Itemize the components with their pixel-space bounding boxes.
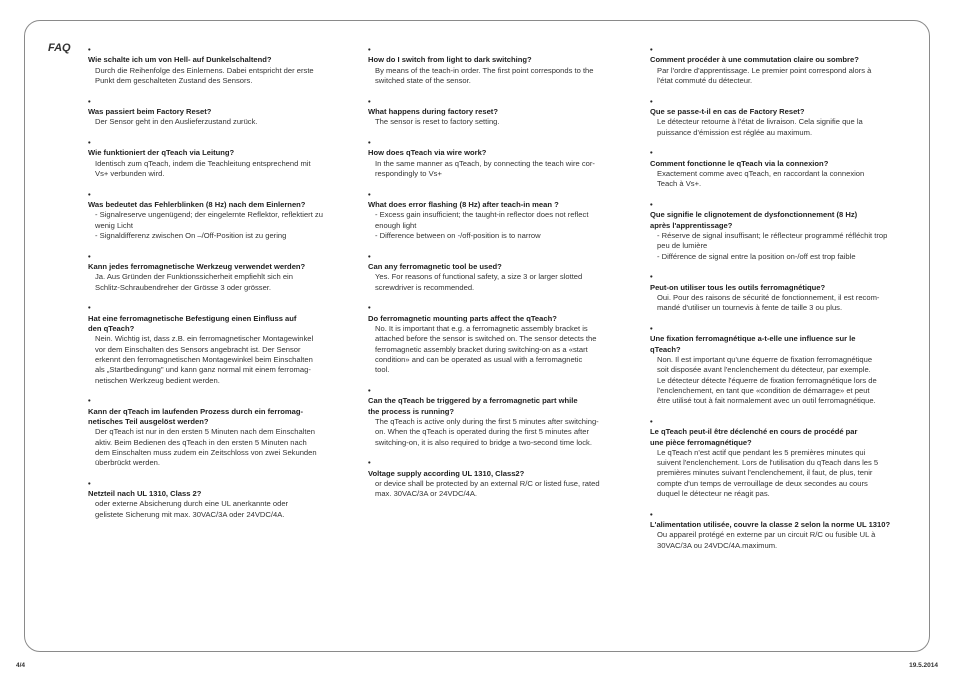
text-line: switching-on, it is also required to bridge a two-second time lock.: [375, 437, 592, 447]
faq-question: [368, 303, 630, 324]
faq-item: [88, 303, 350, 385]
text-line: respondingly to Vs+: [375, 168, 442, 178]
faq-answer: [650, 169, 920, 190]
faq-item: [88, 190, 350, 241]
text-line: oder externe Absicherung durch eine UL anerkannte oder: [95, 499, 289, 509]
faq-question: [650, 272, 920, 293]
text-line: • How does qTeach via wire work?: [368, 148, 487, 158]
text-line: In the same manner as qTeach, by connecting the teach wire cor-: [375, 158, 595, 168]
text-line: or device shall be protected by an external R/C or listed fuse, rated: [375, 478, 600, 488]
faq-answer: [650, 355, 920, 406]
faq-question: [368, 386, 630, 417]
text-line: être utilisé tout à fait normalement avec un outil ferromagnétique.: [657, 396, 876, 406]
text-line: vor dem Einschalten des Sensors angebracht ist. Der Sensor: [95, 344, 301, 354]
faq-question: [650, 324, 920, 355]
faq-column-german: [88, 45, 350, 531]
faq-item: [650, 200, 920, 262]
faq-item: [368, 45, 630, 86]
text-line: une pièce ferromagnétique?: [650, 437, 752, 447]
text-line: max. 30VAC/3A or 24VDC/4A.: [375, 489, 477, 499]
faq-answer: [368, 324, 630, 375]
text-line: • Peut-on utiliser tous les outils ferromagnétique?: [650, 282, 826, 292]
faq-question: [88, 396, 350, 427]
text-line: suivent l'enclenchement. Lors de l'utilisation du qTeach dans les 5: [657, 458, 879, 468]
text-line: - Difference between on -/off-position is to narrow: [375, 230, 541, 240]
faq-answer: [650, 448, 920, 499]
text-line: • L'alimentation utilisée, couvre la classe 2 selon la norme UL 1310?: [650, 520, 891, 530]
text-line: 30VAC/3A ou 24VDC/4A.maximum.: [657, 540, 778, 550]
text-line: on. When the qTeach is operated during the first 5 minutes after: [375, 427, 590, 437]
text-line: puissance d'émission est réglée au maximum.: [657, 127, 813, 137]
text-line: Punkt dem geschalteten Zustand des Sensors.: [95, 75, 253, 85]
faq-item: [650, 417, 920, 499]
text-line: No. It is important that e.g. a ferromagnetic assembly bracket is: [375, 324, 588, 334]
text-line: wenig Licht: [95, 220, 133, 230]
text-line: • Wie funktioniert der qTeach via Leitung?: [88, 148, 235, 158]
text-line: - Signaldifferenz zwischen On –/Off-Position ist zu gering: [95, 230, 287, 240]
faq-item: [368, 458, 630, 499]
faq-answer-list: [88, 210, 350, 241]
faq-question: [368, 458, 630, 479]
faq-answer: [88, 159, 350, 180]
faq-question: [88, 138, 350, 159]
text-line: • Voltage supply according UL 1310, Class2?: [368, 468, 525, 478]
text-line: • Wie schalte ich um von Hell- auf Dunkelschaltend?: [88, 55, 272, 65]
text-line: qTeach?: [650, 344, 681, 354]
text-line: Vs+ verbunden wird.: [95, 168, 165, 178]
text-line: the process is running?: [368, 406, 455, 416]
faq-answer: [650, 530, 920, 551]
text-line: premières minutes suivant l'enclenchement, il faut, de plus, tenir: [657, 468, 873, 478]
faq-question: [88, 303, 350, 334]
faq-question: [88, 97, 350, 118]
faq-item: [88, 252, 350, 293]
faq-item: [368, 138, 630, 179]
faq-question: [368, 97, 630, 118]
faq-answer: [368, 479, 630, 500]
text-line: • Kann der qTeach im laufenden Prozess durch ein ferromag-: [88, 406, 304, 416]
text-line: Exactement comme avec qTeach, en raccordant la connexion: [657, 168, 865, 178]
text-line: • Do ferromagnetic mounting parts affect the qTeach?: [368, 313, 557, 323]
text-line: Le détecteur détecte l'équerre de fixation ferromagnétique lors de: [657, 375, 877, 385]
text-line: attached before the sensor is switched on. The sensor detects the: [375, 334, 597, 344]
faq-answer: [650, 293, 920, 314]
text-line: By means of the teach-in order. The first point corresponds to the: [375, 65, 594, 75]
text-line: The qTeach is active only during the first 5 minutes after switching-: [375, 416, 599, 426]
text-line: compte d'un temps de verrouillage de deux secondes au cours: [657, 478, 868, 488]
faq-answer: [88, 66, 350, 87]
text-line: The sensor is reset to factory setting.: [375, 117, 500, 127]
text-line: Der Sensor geht in den Auslieferzustand zurück.: [95, 117, 258, 127]
text-line: überbrückt werden.: [95, 458, 161, 468]
text-line: Der qTeach ist nur in den ersten 5 Minuten nach dem Einschalten: [95, 427, 315, 437]
text-line: ferromagnetic assembly bracket during switching-on as a «start: [375, 344, 588, 354]
faq-answer: [88, 499, 350, 520]
faq-question: [368, 190, 630, 211]
faq-item: [88, 97, 350, 128]
faq-answer: [368, 417, 630, 448]
text-line: • Was passiert beim Factory Reset?: [88, 106, 212, 116]
text-line: switched state of the sensor.: [375, 75, 471, 85]
text-line: Le qTeach n'est actif que pendant les 5 premières minutes qui: [657, 447, 866, 457]
text-line: Non. Il est important qu'une équerre de fixation ferromagnétique: [657, 354, 873, 364]
faq-item: [88, 138, 350, 179]
text-line: Identisch zum qTeach, indem die Teachleitung entsprechend mit: [95, 158, 311, 168]
text-line: tool.: [375, 365, 390, 375]
text-line: • Comment procéder à une commutation claire ou sombre?: [650, 55, 859, 65]
text-line: duquel le détecteur ne réagit pas.: [657, 488, 770, 498]
text-line: • Can any ferromagnetic tool be used?: [368, 262, 502, 272]
text-line: après l'apprentissage?: [650, 220, 733, 230]
faq-question: [650, 200, 920, 231]
text-line: Le détecteur retourne à l'état de livraison. Cela signifie que la: [657, 117, 863, 127]
faq-answer: [368, 66, 630, 87]
faq-question: [650, 148, 920, 169]
faq-question: [368, 252, 630, 273]
faq-question: [88, 252, 350, 273]
text-line: Schlitz-Schraubendreher der Grösse 3 oder grösser.: [95, 282, 272, 292]
faq-heading: FAQ: [48, 42, 71, 54]
text-line: erkennt den ferromagnetischen Montagewinkel beim Einschalten: [95, 354, 313, 364]
text-line: - Signalreserve ungenügend; der eingelernte Reflektor, reflektiert zu: [95, 210, 323, 220]
text-line: • Que se passe-t-il en cas de Factory Reset?: [650, 106, 805, 116]
text-line: gelistete Sicherung mit max. 30VAC/3A oder 24VDC/4A.: [95, 509, 285, 519]
faq-item: [88, 45, 350, 86]
faq-item: [650, 510, 920, 551]
faq-item: [650, 45, 920, 86]
text-line: Nein. Wichtig ist, dass z.B. ein ferromagnetischer Montagewinkel: [95, 334, 314, 344]
text-line: als „Startbedingung" und kann ganz normal mit einem ferromag-: [95, 365, 311, 375]
faq-item: [88, 396, 350, 468]
faq-question: [650, 97, 920, 118]
faq-item: [650, 272, 920, 313]
faq-question: [650, 45, 920, 66]
text-line: netisches Teil ausgelöst werden?: [88, 416, 209, 426]
faq-question: [650, 417, 920, 448]
text-line: soit disposée avant l'enclenchement du détecteur, par exemple.: [657, 365, 871, 375]
text-line: - Réserve de signal insuffisant; le réflecteur programmé réfléchit trop: [657, 230, 888, 240]
faq-question: [88, 45, 350, 66]
text-line: • What does error flashing (8 Hz) after teach-in mean ?: [368, 200, 559, 210]
text-line: Par l'ordre d'apprentissage. Le premier point correspond alors à: [657, 65, 872, 75]
faq-item: [368, 190, 630, 241]
faq-question: [88, 190, 350, 211]
text-line: l'état commuté du détecteur.: [657, 75, 753, 85]
faq-item: [650, 324, 920, 406]
text-line: Oui. Pour des raisons de sécurité de fonctionnement, il est recom-: [657, 292, 880, 302]
page-number: 4/4: [16, 662, 26, 669]
text-line: - Différence de signal entre la position on-/off est trop faible: [657, 251, 856, 261]
faq-item: [368, 303, 630, 375]
text-line: Yes. For reasons of functional safety, a size 3 or larger slotted: [375, 272, 583, 282]
faq-question: [650, 510, 920, 531]
faq-answer: [88, 334, 350, 385]
faq-item: [368, 252, 630, 293]
text-line: • What happens during factory reset?: [368, 106, 498, 116]
text-line: den qTeach?: [88, 324, 135, 334]
faq-answer: [88, 272, 350, 293]
faq-answer: [650, 117, 920, 138]
text-line: netischen Werkzeug bedient werden.: [95, 375, 220, 385]
text-line: • Can the qTeach be triggered by a ferromagnetic part while: [368, 396, 578, 406]
text-line: • Netzteil nach UL 1310, Class 2?: [88, 489, 202, 499]
text-line: • Was bedeutet das Fehlerblinken (8 Hz) nach dem Einlernen?: [88, 200, 306, 210]
text-line: • Comment fonctionne le qTeach via la connexion?: [650, 158, 829, 168]
text-line: • Une fixation ferromagnétique a-t-elle une influence sur le: [650, 334, 856, 344]
text-line: Teach à Vs+.: [657, 179, 702, 189]
faq-column-english: [368, 45, 630, 510]
text-line: Durch die Reihenfolge des Einlernens. Dabei entspricht der erste: [95, 65, 314, 75]
faq-answer: [88, 427, 350, 468]
faq-answer: [368, 159, 630, 180]
text-line: • Le qTeach peut-il être déclenché en cours de procédé par: [650, 427, 858, 437]
faq-question: [88, 479, 350, 500]
faq-item: [650, 148, 920, 189]
text-line: • Kann jedes ferromagnetische Werkzeug verwendet werden?: [88, 262, 306, 272]
text-line: aktiv. Beim Bedienen des qTeach in den ersten 5 Minuten nach: [95, 437, 307, 447]
faq-item: [88, 479, 350, 520]
faq-question: [368, 138, 630, 159]
faq-answer: [368, 272, 630, 293]
text-line: - Excess gain insufficient; the taught-in reflector does not reflect: [375, 210, 589, 220]
faq-item: [368, 386, 630, 448]
faq-item: [650, 97, 920, 138]
faq-answer: [88, 117, 350, 127]
faq-column-french: [650, 45, 920, 561]
text-line: • How do I switch from light to dark switching?: [368, 55, 532, 65]
text-line: Ja. Aus Gründen der Funktionssicherheit empfiehlt sich ein: [95, 272, 293, 282]
text-line: peu de lumière: [657, 241, 708, 251]
faq-answer: [368, 117, 630, 127]
faq-question: [368, 45, 630, 66]
text-line: screwdriver is recommended.: [375, 282, 475, 292]
faq-answer-list: [368, 210, 630, 241]
text-line: enough light: [375, 220, 417, 230]
text-line: • Hat eine ferromagnetische Befestigung einen Einfluss auf: [88, 313, 297, 323]
faq-answer: [650, 66, 920, 87]
text-line: l'enclenchement, en tant que «condition de démarrage» et peut: [657, 385, 870, 395]
text-line: Ou appareil protégé en externe par un circuit R/C ou fusible UL à: [657, 530, 876, 540]
text-line: dem Einschalten muss zudem ein Zeitschloss von zwei Sekunden: [95, 447, 317, 457]
text-line: condition» and can be operated as usual with a ferromagnetic: [375, 354, 583, 364]
faq-item: [368, 97, 630, 128]
document-date: 19.5.2014: [909, 662, 938, 669]
text-line: • Que signifie le clignotement de dysfonctionnement (8 Hz): [650, 210, 858, 220]
text-line: mandé d'utiliser un tournevis à fente de taille 3 ou plus.: [657, 303, 843, 313]
faq-answer-list: [650, 231, 920, 262]
